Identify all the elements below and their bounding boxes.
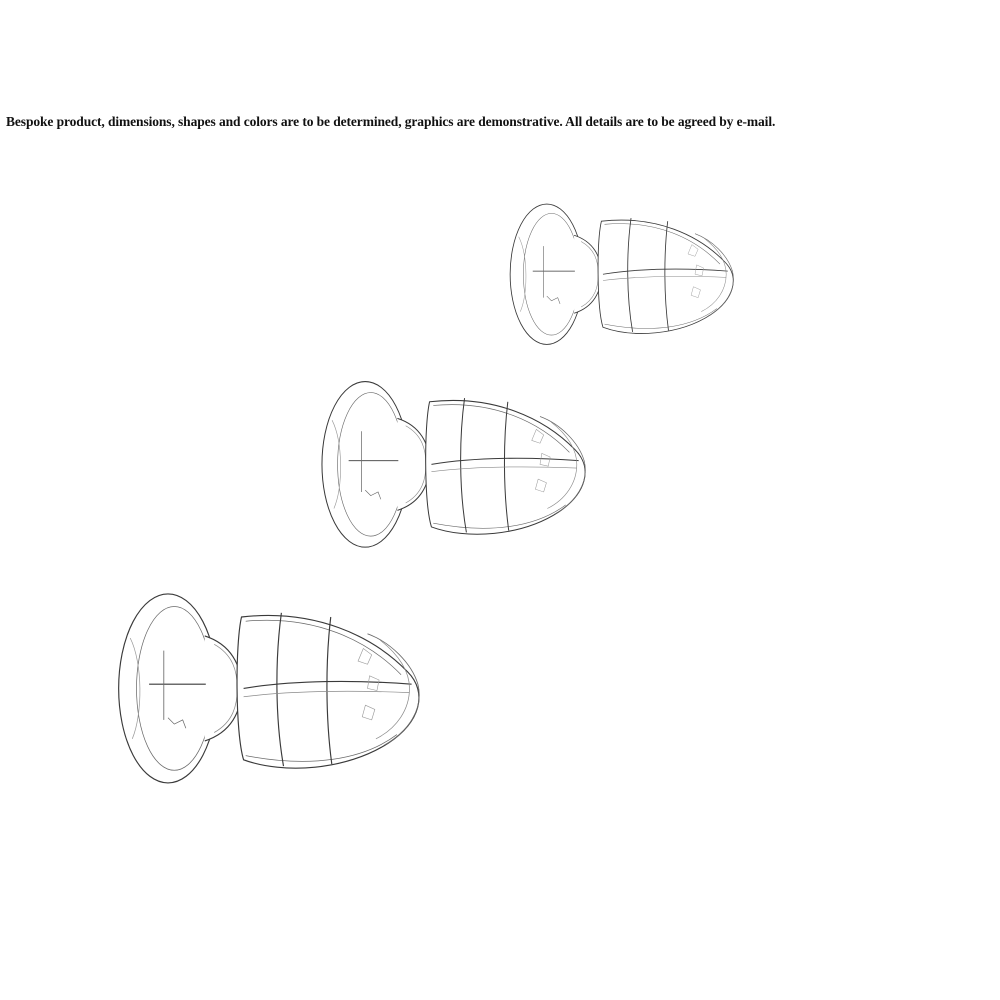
product-render-small [500,190,750,346]
product-illustration-group [0,150,1000,850]
disclaimer-text: Bespoke product, dimensions, shapes and colors are to be determined, graphics are demonstrative. All details are to be agreed by e-mail. [6,114,776,129]
product-render-large [105,575,483,817]
product-render-medium [310,365,623,558]
